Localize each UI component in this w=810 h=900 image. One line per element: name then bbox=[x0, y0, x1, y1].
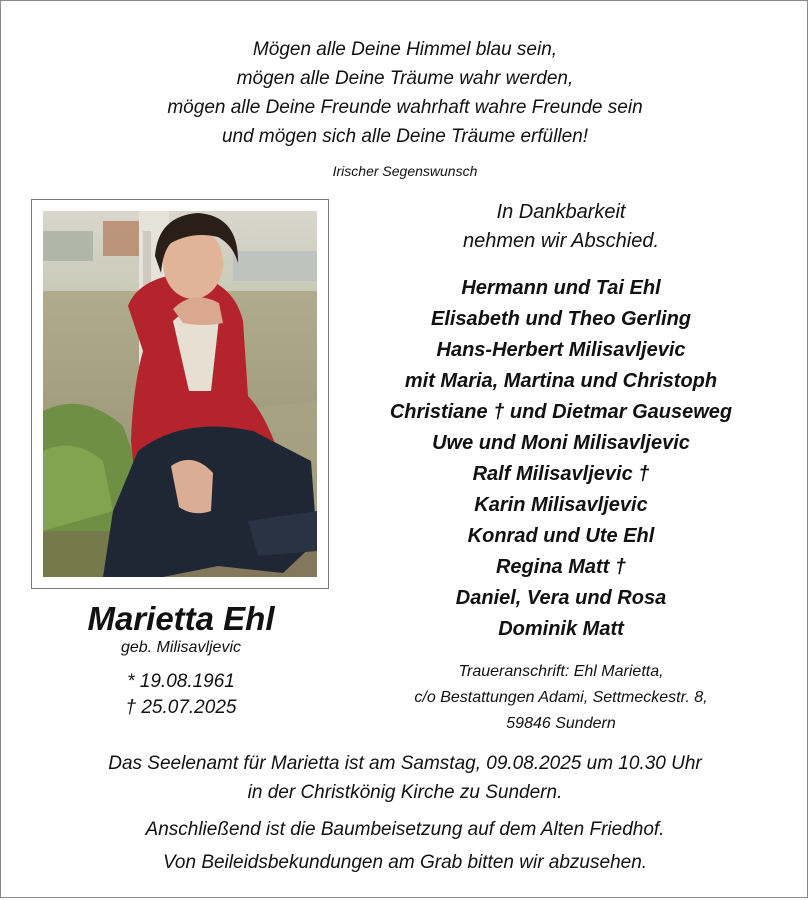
service-line-4: Von Beileidsbekundungen am Grab bitten wir abzusehen. bbox=[162, 852, 648, 873]
address-line-1: Traueranschrift: Ehl Marietta, bbox=[458, 663, 664, 680]
mourner-10: Regina Matt † bbox=[495, 556, 627, 578]
poem-line-2: mögen alle Deine Träume wahr werden, bbox=[236, 68, 574, 89]
death-date: † 25.07.2025 bbox=[125, 697, 237, 718]
maiden-name: geb. Milisavljevic bbox=[120, 639, 242, 656]
service-line-2: in der Christkönig Kirche zu Sundern. bbox=[247, 782, 563, 803]
poem bbox=[1, 35, 809, 151]
poem-line-4: und mögen sich alle Deine Träume erfüllen! bbox=[221, 126, 589, 147]
mourners-list bbox=[351, 273, 771, 645]
farewell-line-2: nehmen wir Abschied. bbox=[462, 230, 660, 252]
mourning-address bbox=[361, 659, 761, 737]
address-line-2: c/o Bestattungen Adami, Settmeckestr. 8, bbox=[414, 689, 708, 706]
address-line-3: 59846 Sundern bbox=[506, 715, 616, 732]
poem-line-3: mögen alle Deine Freunde wahrhaft wahre Freunde sein bbox=[167, 97, 643, 118]
farewell-text bbox=[361, 198, 761, 256]
mourner-1: Hermann und Tai Ehl bbox=[461, 277, 661, 299]
mourner-6: Uwe und Moni Milisavljevic bbox=[432, 432, 690, 454]
mourner-2: Elisabeth und Theo Gerling bbox=[430, 308, 692, 330]
mourner-5: Christiane † und Dietmar Gauseweg bbox=[389, 401, 733, 423]
service-info bbox=[1, 749, 809, 877]
service-line-1: Das Seelenamt für Marietta ist am Samstag, 09.08.2025 um 10.30 Uhr bbox=[108, 753, 702, 774]
life-dates bbox=[31, 669, 331, 721]
mourner-8: Karin Milisavljevic bbox=[474, 494, 648, 516]
portrait-photo bbox=[43, 211, 317, 577]
mourner-4: mit Maria, Martina und Christoph bbox=[404, 370, 718, 392]
birth-date: * 19.08.1961 bbox=[127, 671, 235, 692]
deceased-info bbox=[31, 601, 331, 721]
mourner-7: Ralf Milisavljevic † bbox=[472, 463, 650, 485]
deceased-name: Marietta Ehl bbox=[87, 600, 275, 637]
portrait-frame bbox=[31, 199, 329, 589]
service-line-3: Anschließend ist die Baumbeisetzung auf dem Alten Friedhof. bbox=[145, 819, 665, 840]
poem-line-1: Mögen alle Deine Himmel blau sein, bbox=[252, 39, 558, 60]
mourner-3: Hans-Herbert Milisavljevic bbox=[436, 339, 686, 361]
mourner-9: Konrad und Ute Ehl bbox=[467, 525, 655, 547]
mourner-12: Dominik Matt bbox=[498, 618, 624, 640]
poem-source: Irischer Segenswunsch bbox=[332, 163, 478, 179]
mourner-11: Daniel, Vera und Rosa bbox=[455, 587, 667, 609]
farewell-line-1: In Dankbarkeit bbox=[496, 201, 626, 223]
